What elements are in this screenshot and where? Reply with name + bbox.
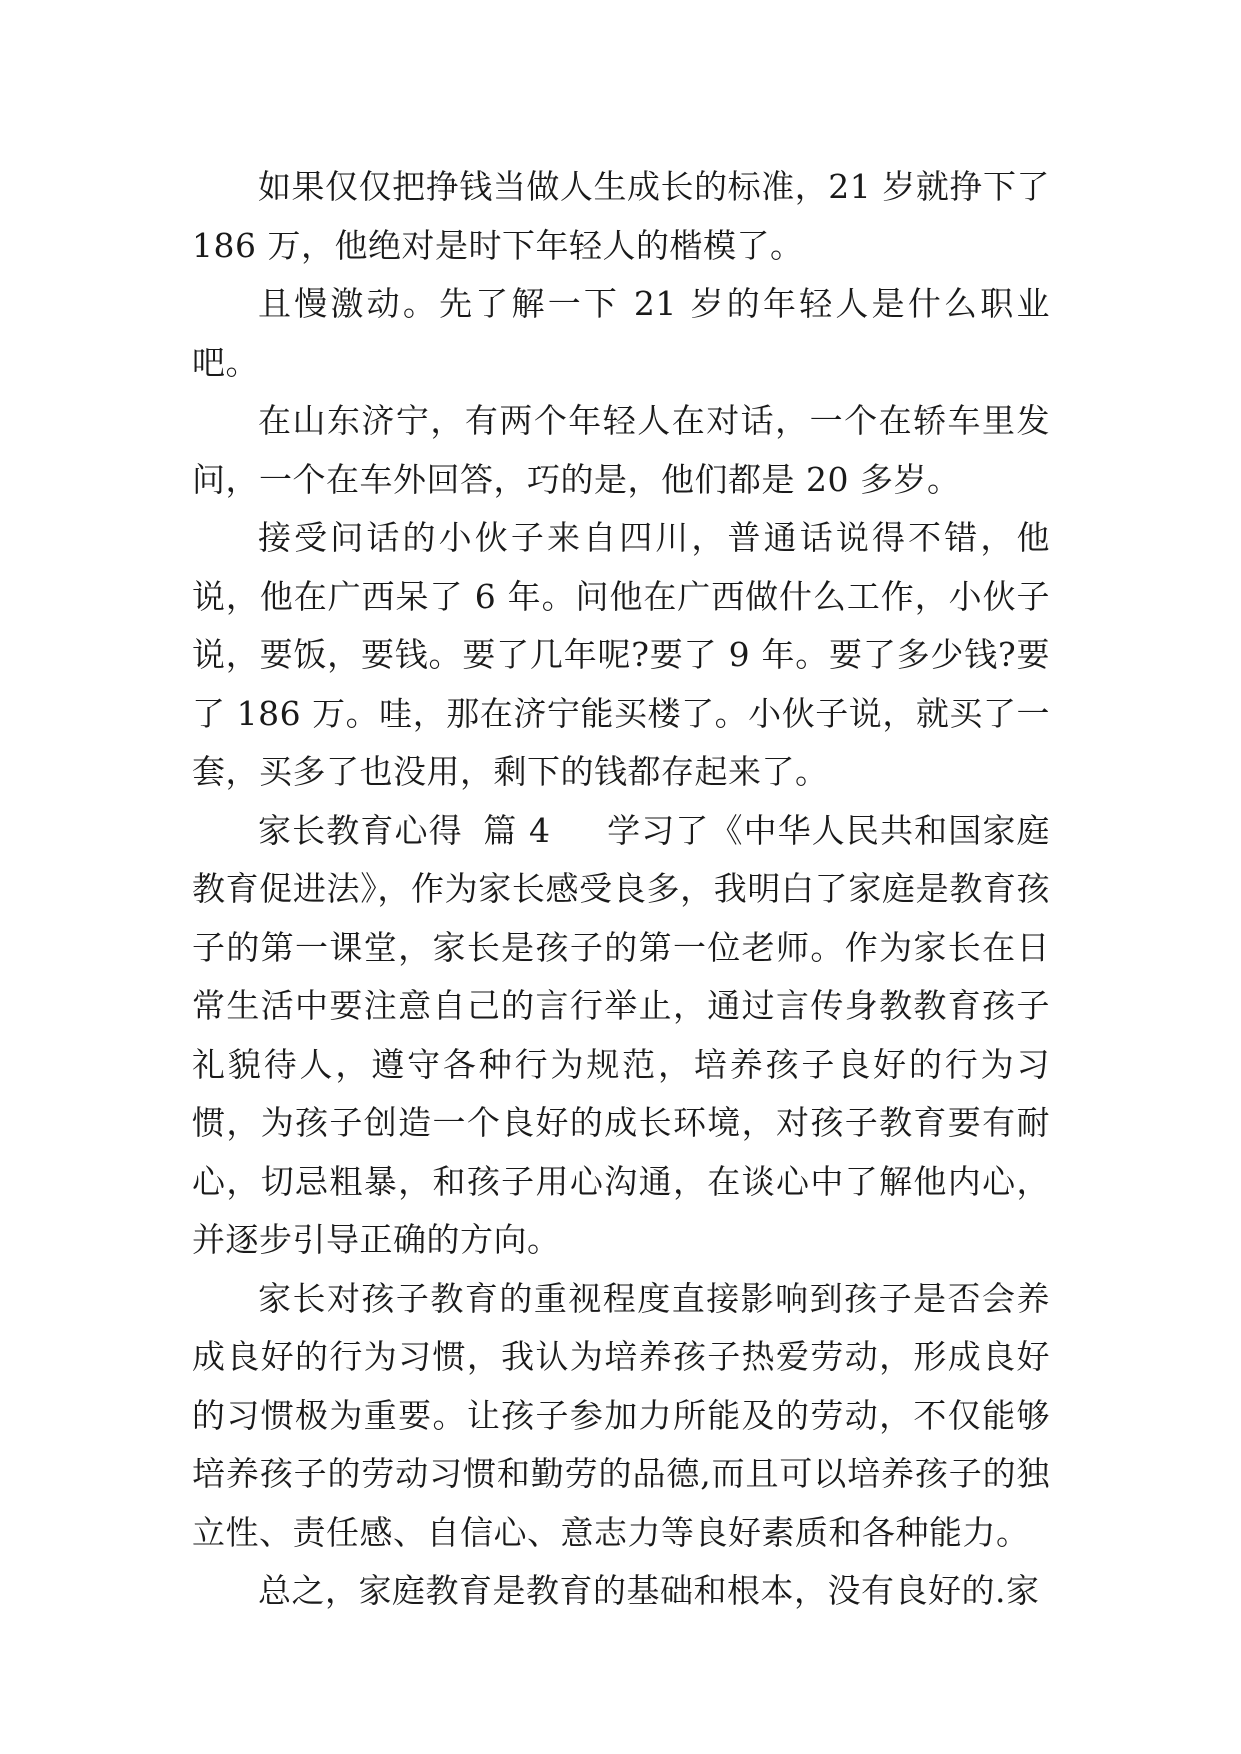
paragraph: 在山东济宁，有两个年轻人在对话，一个在轿车里发问，一个在车外回答，巧的是，他们都是 20 多岁。	[192, 401, 1050, 499]
paragraph: 接受问话的小伙子来自四川，普通话说得不错，他说，他在广西呆了 6 年。问他在广西做什么工作，小伙子说，要饭，要钱。要了几年呢?要了 9 年。要了多少钱?要了 186 万。哇，那在济宁能买楼了。小伙子说，就买了一套，买多了也没用，剩下的钱都存起来了。	[192, 518, 1050, 791]
paragraph: 且慢激动。先了解一下 21 岁的年轻人是什么职业吧。	[192, 284, 1050, 382]
body-text	[192, 158, 1050, 1621]
section-title: 家长教育心得	[258, 810, 463, 850]
section-first-paragraph: 学习了《中华人民共和国家庭教育促进法》，作为家长感受良多，我明白了家庭是教育孩子的第一课堂，家长是孩子的第一位老师。作为家长在日常生活中要注意自己的言行举止，通过言传身教教育孩子礼貌待人，遵守各种行为规范，培养孩子良好的行为习惯，为孩子创造一个良好的成长环境，对孩子教育要有耐心，切忌粗暴，和孩子用心沟通，在谈心中了解他内心，并逐步引导正确的方向。	[192, 810, 1050, 1259]
section-paragraph	[192, 802, 1050, 1270]
paragraph: 家长对孩子教育的重视程度直接影响到孩子是否会养成良好的行为习惯，我认为培养孩子热爱劳动，形成良好的习惯极为重要。让孩子参加力所能及的劳动，不仅能够培养孩子的劳动习惯和勤劳的品德,而且可以培养孩子的独立性、责任感、自信心、意志力等良好素质和各种能力。	[192, 1278, 1050, 1552]
paragraph: 总之，家庭教育是教育的基础和根本，没有良好的.家	[258, 1571, 1040, 1610]
section-number: 篇 4	[482, 810, 551, 850]
paragraph: 如果仅仅把挣钱当做人生成长的标准，21 岁就挣下了 186 万，他绝对是时下年轻人的楷模了。	[192, 167, 1050, 265]
